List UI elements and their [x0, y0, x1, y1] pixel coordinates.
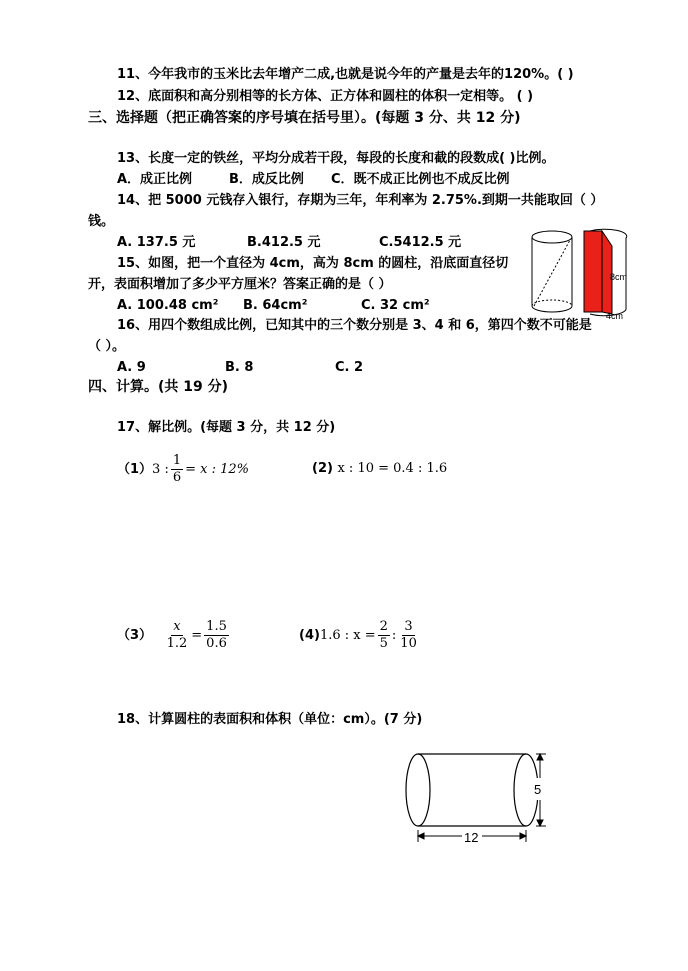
left-end-ellipse: [406, 754, 430, 826]
problem-4-colon: :: [391, 628, 397, 643]
left-half-cylinder: [532, 231, 572, 312]
question-13-options: [117, 171, 577, 189]
problem-2-label: (2): [312, 461, 333, 476]
problem-1-left: 3 :: [152, 462, 169, 477]
problem-4-frac1-denominator: 5: [379, 636, 388, 651]
option-a: A．成正比例: [117, 172, 193, 187]
question-18: 18、计算圆柱的表面积和体积（单位：cm）。(7 分): [117, 712, 423, 727]
question-15-line1: 15、如图，把一个直径为 4cm，高为 8cm 的圆柱，沿底面直径切: [117, 256, 509, 271]
problem-2-expr: x : 10 = 0.4 : 1.6: [337, 461, 448, 476]
problem-4-left: 1.6 : x =: [319, 628, 376, 643]
problem-4-frac1-numerator: 2: [379, 619, 388, 634]
problem-2: [312, 460, 447, 478]
height-label: 8cm: [610, 272, 628, 282]
question-14-line1: 14、把 5000 元钱存入银行，存期为三年，年利率为 2.75%.到期一共能取回（ ）: [117, 193, 604, 208]
question-16-options: [117, 359, 417, 377]
question-15-line2: 开，表面积增加了多少平方厘米？答案正确的是（ ）: [88, 277, 392, 292]
section-4-title: 四、计算。(共 19 分): [88, 379, 229, 395]
problem-3-right-denominator: 0.6: [206, 636, 227, 651]
width-label: 4cm: [606, 311, 624, 320]
question-14-line2: 钱。: [88, 214, 115, 229]
question-15-options: [117, 297, 517, 315]
option-a: A. 137.5 元: [117, 235, 196, 250]
question-14-options: [117, 234, 517, 252]
problem-4: [299, 616, 421, 656]
cylinder-cut-figure: [528, 228, 630, 320]
problem-4-frac2-numerator: 3: [404, 619, 413, 634]
cylinder-figure: [400, 750, 550, 848]
problem-1: [117, 450, 249, 490]
problem-1-numerator: 1: [172, 453, 182, 468]
question-16-line1: 16、用四个数组成比例，已知其中的三个数分别是 3、4 和 6，第四个数不可能是: [117, 318, 592, 333]
option-a: A. 9: [117, 360, 146, 375]
problem-4-frac2-denominator: 10: [400, 636, 417, 651]
height-label: 5: [534, 782, 542, 797]
problem-3: [117, 616, 231, 656]
problem-1-right: = x : 12%: [185, 462, 250, 477]
problem-3-label: （3）: [117, 628, 153, 643]
option-c: C．既不成正比例也不成反比例: [331, 172, 510, 187]
section-3-title: 三、选择题（把正确答案的序号填在括号里）。(每题 3 分、共 12 分): [88, 110, 521, 126]
question-16-line2: （ ）。: [88, 339, 126, 354]
option-c: C.5412.5 元: [379, 235, 462, 250]
option-a: A. 100.48 cm²: [117, 298, 219, 313]
problem-3-left-numerator: x: [173, 619, 181, 634]
problem-1-label: （1）: [117, 462, 153, 477]
option-b: B. 64cm²: [243, 298, 308, 313]
option-b: B.412.5 元: [247, 235, 321, 250]
problem-3-right-numerator: 1.5: [206, 619, 227, 634]
option-b: B. 8: [225, 360, 254, 375]
problem-3-left-denominator: 1.2: [166, 636, 188, 651]
option-b: B．成反比例: [229, 172, 304, 187]
problem-1-denominator: 6: [172, 470, 182, 485]
question-12: 12、底面积和高分别相等的长方体、正方体和圆柱的体积一定相等。 ( ): [117, 89, 534, 104]
question-13: 13、长度一定的铁丝，平均分成若干段，每段的长度和截的段数成( )比例。: [117, 151, 555, 166]
length-label: 12: [464, 830, 479, 845]
problem-3-equals: =: [191, 628, 203, 643]
question-11: 11、今年我市的玉米比去年增产二成,也就是说今年的产量是去年的120%。( ): [117, 67, 574, 82]
question-17: 17、解比例。(每题 3 分，共 12 分): [117, 420, 336, 435]
problem-4-label: (4): [299, 628, 320, 643]
option-c: C. 32 cm²: [361, 298, 430, 313]
option-c: C. 2: [335, 360, 364, 375]
